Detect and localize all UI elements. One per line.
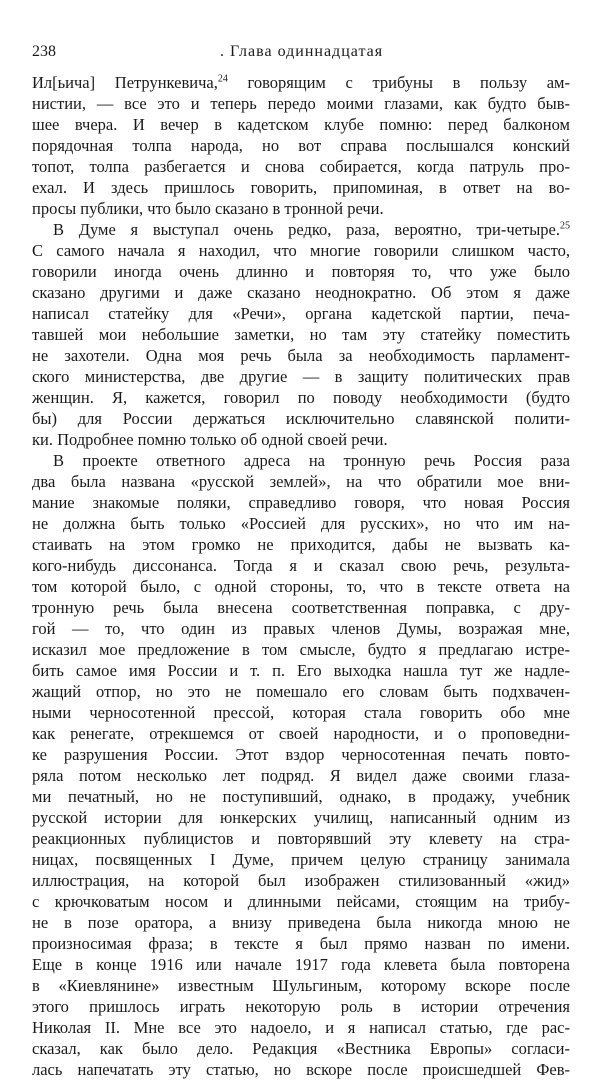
text-line: написал статейку для «Речи», органа кадетской партии, печа- <box>32 304 570 323</box>
text-line: иллюстрация, на которой был изображен стилизованный «жид» <box>32 871 570 890</box>
running-head: . Глава одиннадцатая <box>220 43 384 60</box>
text-line: ницах, посвященных I Думе, причем целую страницу занимала <box>32 850 570 869</box>
text-line: ки. Подробнее помню только об одной своей речи. <box>32 430 388 449</box>
text-line: порядочная толпа народа, но вот справа послышался конский <box>32 136 570 155</box>
text-line: топот, толпа разбегается и снова собирается, когда патруль про- <box>32 157 570 176</box>
text-line: не должна быть только «Россией для русских», но что им на- <box>32 514 570 533</box>
text-line: том которой было, с одной стороны, то, что в тексте ответа на <box>32 577 570 596</box>
text-line: тронную речь была внесена соответственная поправка, с дру- <box>32 598 570 617</box>
text-line: в «Киевлянине» известным Шульгиным, которому вскоре после <box>32 976 570 995</box>
text-line: С самого начала я находил, что многие говорили слишком часто, <box>32 241 570 260</box>
text-line: не в позе оратора, а внизу приведена была никогда мною не <box>32 913 570 932</box>
footnote-ref: 24 <box>217 73 228 85</box>
text-line: два была названа «русской землей», на что обратили мое вни- <box>32 472 570 491</box>
text-line: как ренегате, отрекшемся от своей народности, и о проповедни- <box>32 724 570 743</box>
footnote-ref: 25 <box>560 220 570 232</box>
text-line: бы) для России держаться исключительно славянской полити- <box>32 409 570 428</box>
text-line: шее вчера. И вечер в кадетском клубе помню: перед балконом <box>32 115 570 134</box>
text-line: жащий отпор, но это не помешало его словам быть подхвачен- <box>32 682 570 701</box>
text-line: сказано другими и даже сказано неоднократно. Об этом я даже <box>32 283 570 302</box>
text-line: женщин. Я, кажется, говорил по поводу необходимости (будто <box>32 388 570 407</box>
text-line: ского министерства, две другие — в защиту политических прав <box>32 367 570 386</box>
text-line: сказал, как было дело. Редакция «Вестника Европы» согласи- <box>32 1039 570 1058</box>
text-line: стаивать на этом громко не приходится, дабы не вызвать ка- <box>32 535 570 554</box>
text-line: ехал. И здесь пришлось говорить, припоминая, в ответ на во- <box>32 178 570 197</box>
text-line: этого пришлось играть некоторую роль в истории отречения <box>32 997 570 1016</box>
text-line: гой — то, что один из правых членов Думы, возражая мне, <box>32 619 570 638</box>
page-number: 238 <box>32 43 56 60</box>
text-line: просы публики, что было сказано в тронной речи. <box>32 199 384 218</box>
text-line: русской истории для юнкерских училищ, написанный одним из <box>32 808 570 827</box>
text-line: В Думе я выступал очень редко, раза, вероятно, три-четыре.$^{25}$ <box>53 220 570 239</box>
text-line: В проекте ответного адреса на тронную речь Россия раза <box>53 451 570 470</box>
text-line: мание знакомые поляки, справедливо говоря, что новая Россия <box>32 493 570 512</box>
page-header <box>32 42 570 62</box>
text-line: Ил[ьича] Петрункевича,$^{24}$ говорящим с трибуны в пользу ам- <box>32 73 570 92</box>
text-line: ми печатный, но не поступивший, однако, в продажу, учебник <box>32 787 570 806</box>
text-line: Николая II. Мне все это надоело, и я написал статью, где рас- <box>32 1018 570 1037</box>
text-line: говорили иногда очень длинно и повторяя то, что уже было <box>32 262 570 281</box>
text-line: ряла потом несколько лет подряд. Я видел даже своими глаза- <box>32 766 570 785</box>
text-line: нистии, — все это и теперь передо моими глазами, как будто быв- <box>32 94 570 113</box>
text-line: не захотели. Одна моя речь была за необходимость парламент- <box>32 346 570 365</box>
text-line: реакционных публицистов и повторявший эту клевету на стра- <box>32 829 570 848</box>
text-line: бить самое имя России и т. п. Его выходка нашла тут же надле- <box>32 661 570 680</box>
text-line: ными черносотенной прессой, которая стала говорить обо мне <box>32 703 570 722</box>
text-line: произносимая фраза; в тексте я был прямо назван по имени. <box>32 934 570 953</box>
text-line: тавшей мои небольшие заметки, но там эту статейку поместить <box>32 325 570 344</box>
text-line: с крючковатым носом и длинными пейсами, стоящим на трибу- <box>32 892 570 911</box>
text-line: исказил мое предложение в том смысле, будто я предлагаю истре- <box>32 640 570 659</box>
text-line: Еще в конце 1916 или начале 1917 года клевета была повторена <box>32 955 570 974</box>
text-line: лась напечатать эту статью, но вскоре после происшедшей Фев- <box>32 1060 570 1079</box>
text-line: ке разрушения России. Этот вздор черносотенная печать повто- <box>32 745 570 764</box>
text-line: кого-нибудь диссонанса. Тогда я и сказал свою речь, результа- <box>32 556 570 575</box>
